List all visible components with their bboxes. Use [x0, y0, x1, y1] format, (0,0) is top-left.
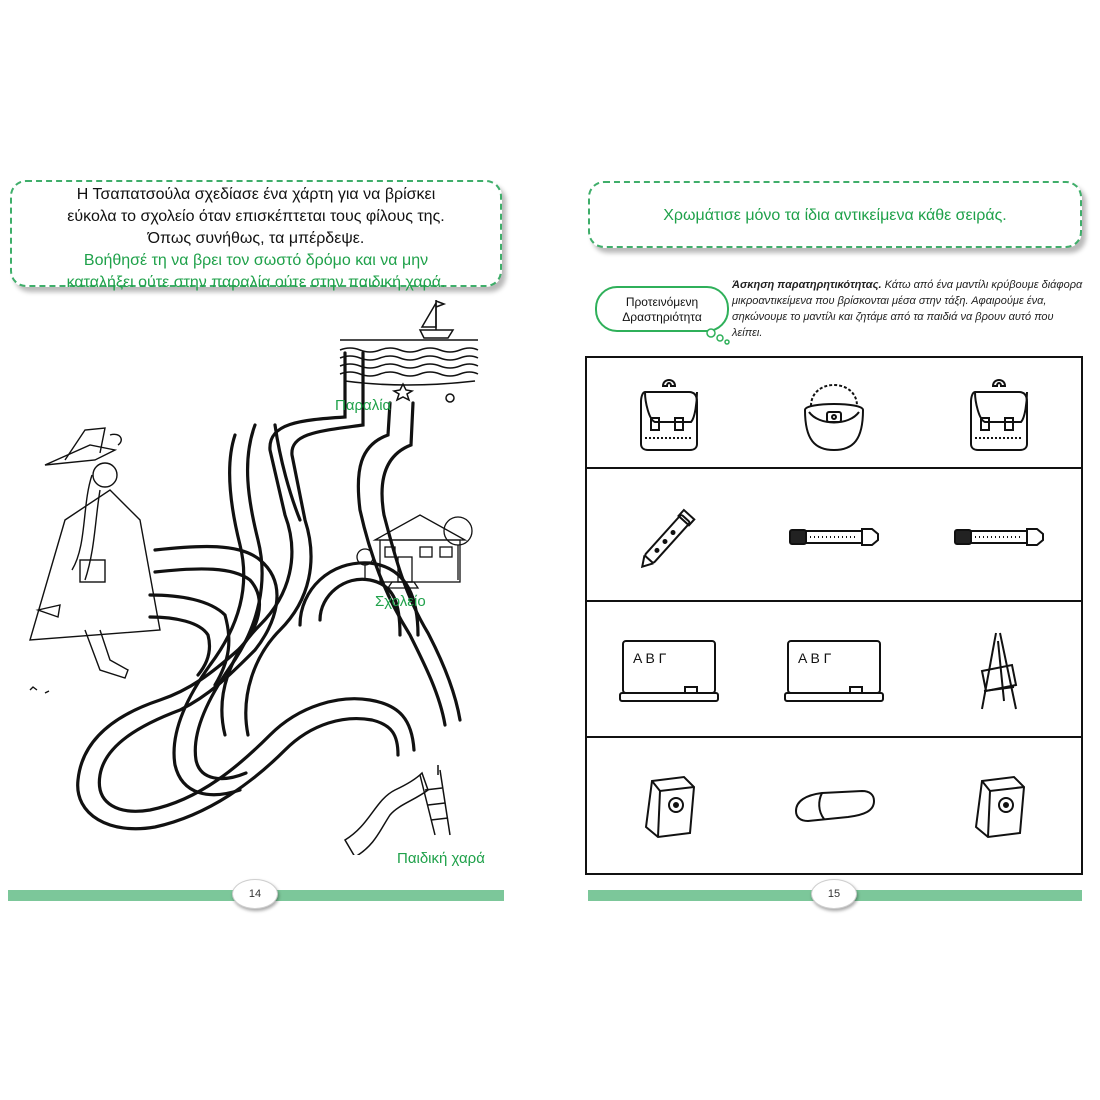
beach-icon [340, 300, 478, 402]
object-grid [585, 356, 1083, 875]
sharpener-icon [972, 775, 1026, 839]
grid-row-4 [587, 740, 1081, 873]
grid-row-1 [587, 358, 1081, 469]
coloring-instruction-box [588, 181, 1082, 248]
cell-chalkboard-2[interactable] [752, 604, 916, 738]
maze-instruction-box [10, 180, 502, 291]
sharpener-icon [642, 775, 696, 839]
maze-illustration [0, 295, 545, 855]
cell-marker-1[interactable] [752, 471, 916, 602]
cell-backpack-2[interactable] [917, 358, 1081, 469]
school-icon [357, 515, 472, 588]
label-playground: Παιδική χαρά [397, 850, 485, 867]
chalkboard-icon [619, 639, 719, 703]
instruction-line-3: Όπως συνήθως, τα μπέρδεψε. [147, 230, 365, 247]
cell-sharpener-2[interactable] [917, 740, 1081, 873]
grid-row-3 [587, 604, 1081, 738]
page-number-left: 14 [232, 879, 278, 909]
cell-pencil[interactable] [587, 471, 751, 602]
thought-bubble-icon [705, 328, 735, 348]
witch-illustration [30, 428, 160, 693]
pencil-icon [629, 502, 709, 572]
instruction-line-4: Βοήθησέ τη να βρει τον σωστό δρόμο και να μην [83, 252, 429, 269]
suggested-activity-badge [595, 286, 729, 332]
cell-eraser[interactable] [752, 740, 916, 873]
label-beach: Παραλία [335, 397, 392, 414]
coloring-instruction: Χρωμάτισε μόνο τα ίδια αντικείμενα κάθε σειράς. [663, 207, 1007, 224]
board-text-2: Α Β Γ [798, 650, 832, 666]
page-number-right: 15 [811, 879, 857, 909]
instruction-line-1: Η Τσαπατσούλα σχεδίασε ένα χάρτη για να βρίσκει [76, 186, 436, 203]
marker-icon [953, 525, 1045, 549]
cell-backpack-1[interactable] [587, 358, 751, 469]
handbag-icon [799, 374, 869, 454]
badge-line-1: Προτεινόμενη [625, 295, 699, 309]
eraser-icon [792, 789, 876, 825]
cell-easel[interactable] [917, 604, 1081, 738]
backpack-icon [967, 376, 1031, 452]
instruction-line-2: εύκολα το σχολείο όταν επισκέπτεται τους φίλους της. [67, 208, 445, 225]
instruction-line-5: καταλήξει ούτε στην παραλία ούτε στην παιδική χαρά. [66, 274, 446, 291]
cell-chalkboard-1[interactable] [587, 604, 751, 738]
cell-handbag[interactable] [752, 358, 916, 469]
maze-paths [78, 353, 460, 829]
backpack-icon [637, 376, 701, 452]
left-page [0, 0, 545, 1100]
grid-row-2 [587, 471, 1081, 602]
right-page [555, 0, 1100, 1100]
board-text-1: Α Β Γ [633, 650, 667, 666]
marker-icon [788, 525, 880, 549]
suggested-activity-title: Άσκηση παρατηρητικότητας. [732, 279, 882, 291]
suggested-activity-body: Κάτω από ένα μαντίλι κρύβουμε διάφορα μικροαντικείμενα που βρίσκονται μέσα στην τάξη. Αφαιρούμε ένα, σηκώνουμε το μαντίλι και ζητάμε από τα παιδιά να βρουν αυτό που λείπει. [732, 279, 1083, 339]
badge-line-2: Δραστηριότητα [622, 310, 702, 324]
chalkboard-icon [784, 639, 884, 703]
label-school: Σχολείο [375, 593, 426, 610]
cell-marker-2[interactable] [917, 471, 1081, 602]
cell-sharpener-1[interactable] [587, 740, 751, 873]
slide-icon [345, 765, 450, 855]
suggested-activity-text [732, 277, 1084, 341]
easel-icon [974, 631, 1024, 711]
